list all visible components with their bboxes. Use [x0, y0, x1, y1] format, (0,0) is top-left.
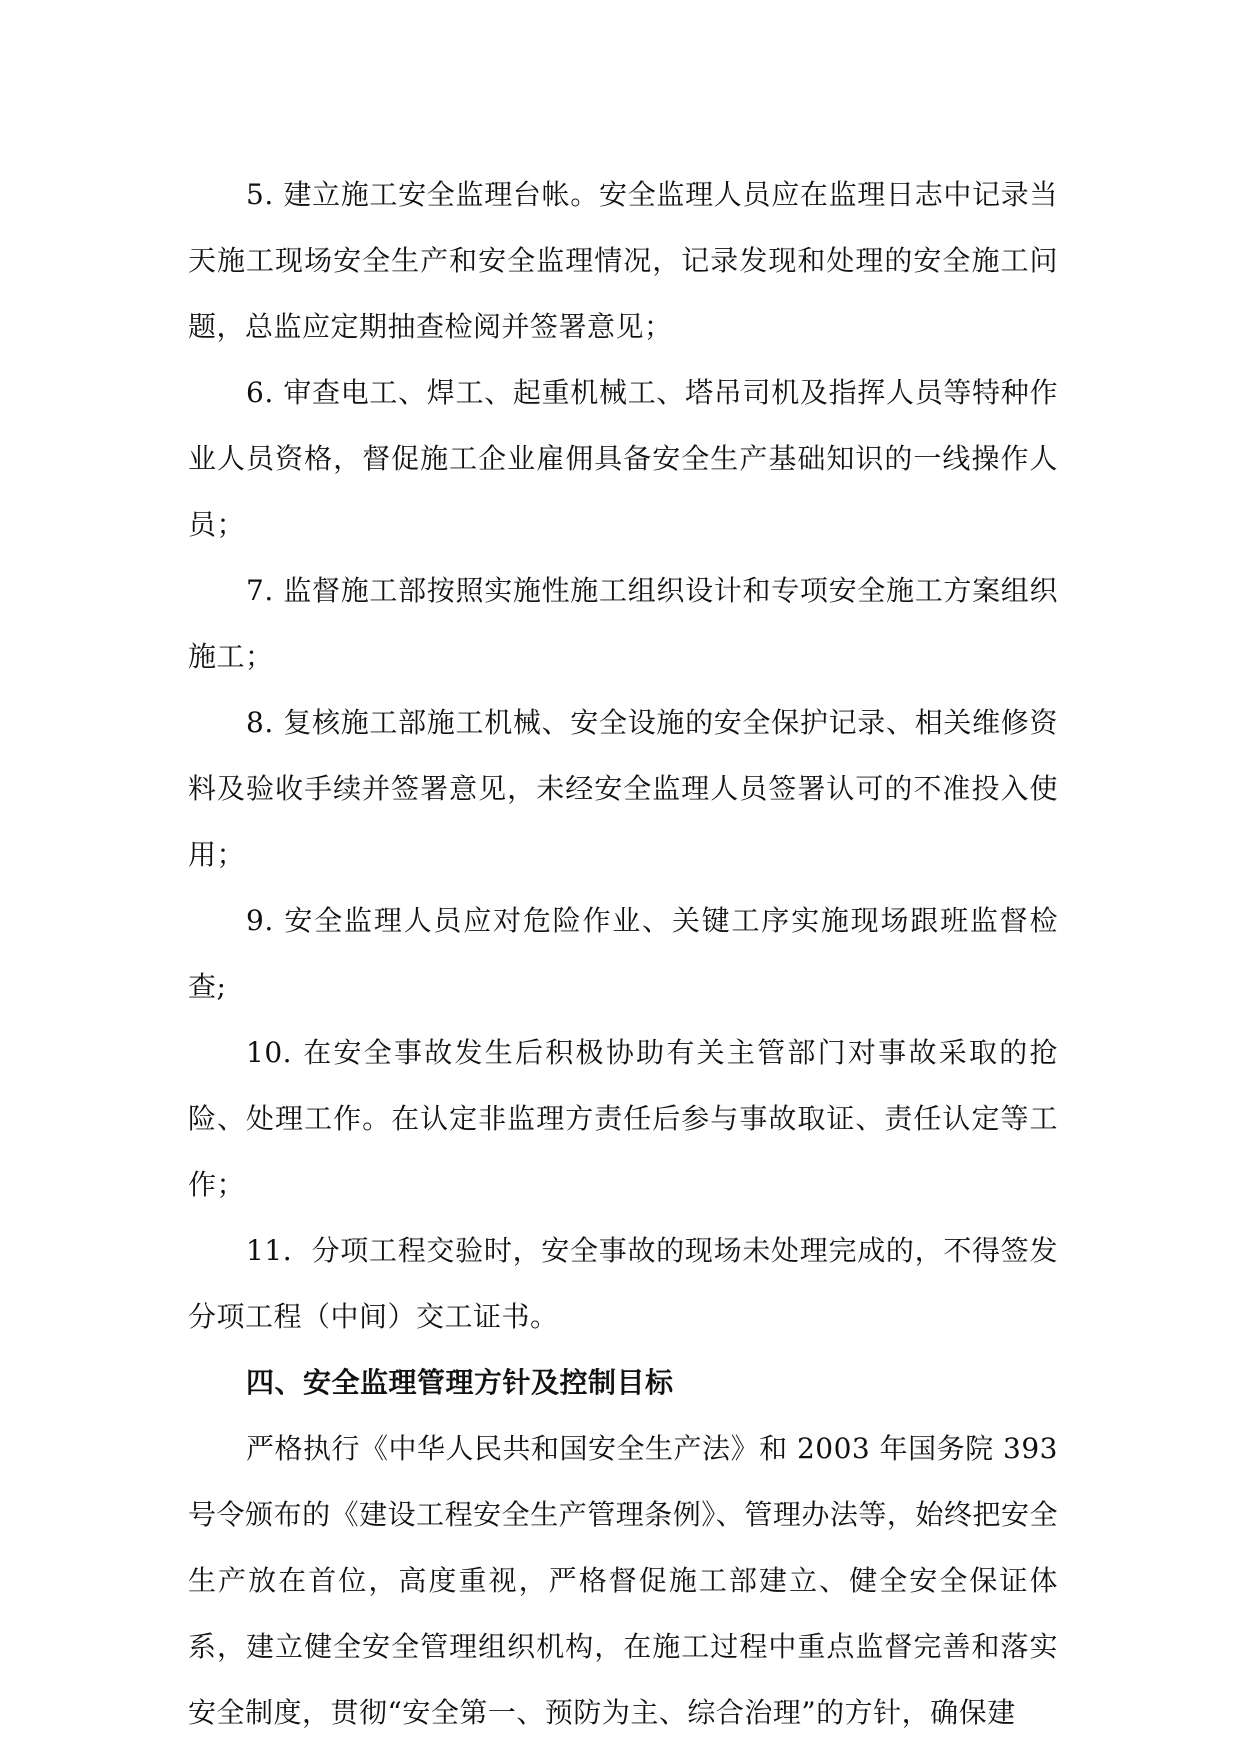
paragraph-item-11: 11．分项工程交验时，安全事故的现场未处理完成的，不得签发分项工程（中间）交工证书。	[188, 1234, 1058, 1333]
body-paragraph: 严格执行《中华人民共和国安全生产法》和 2003 年国务院 393 号令颁布的《建设工程安全生产管理条例》、管理办法等，始终把安全生产放在首位，高度重视，严格督促施工部建立、健全安全保证体系，建立健全安全管理组织机构，在施工过程中重点监督完善和落实安全制度，贯彻“安全第一、预防为主、综合治理”的方针，确保建	[188, 1432, 1058, 1729]
paragraph-item-8: 8. 复核施工部施工机械、安全设施的安全保护记录、相关维修资料及验收手续并签署意见，未经安全监理人员签署认可的不准投入使用；	[188, 706, 1058, 871]
paragraph-item-5: 5. 建立施工安全监理台帐。安全监理人员应在监理日志中记录当天施工现场安全生产和安全监理情况，记录发现和处理的安全施工问题，总监应定期抽查检阅并签署意见；	[188, 178, 1058, 343]
paragraph-item-9: 9. 安全监理人员应对危险作业、关键工序实施现场跟班监督检查;	[188, 904, 1058, 1003]
paragraph-item-7: 7. 监督施工部按照实施性施工组织设计和专项安全施工方案组织施工；	[188, 574, 1058, 673]
section-heading: 四、安全监理管理方针及控制目标	[246, 1366, 674, 1399]
paragraph-item-6: 6. 审查电工、焊工、起重机械工、塔吊司机及指挥人员等特种作业人员资格，督促施工企业雇佣具备安全生产基础知识的一线操作人员；	[188, 376, 1058, 541]
document-body	[188, 162, 1058, 1746]
paragraph-item-10: 10. 在安全事故发生后积极协助有关主管部门对事故采取的抢险、处理工作。在认定非监理方责任后参与事故取证、责任认定等工作；	[188, 1036, 1058, 1201]
